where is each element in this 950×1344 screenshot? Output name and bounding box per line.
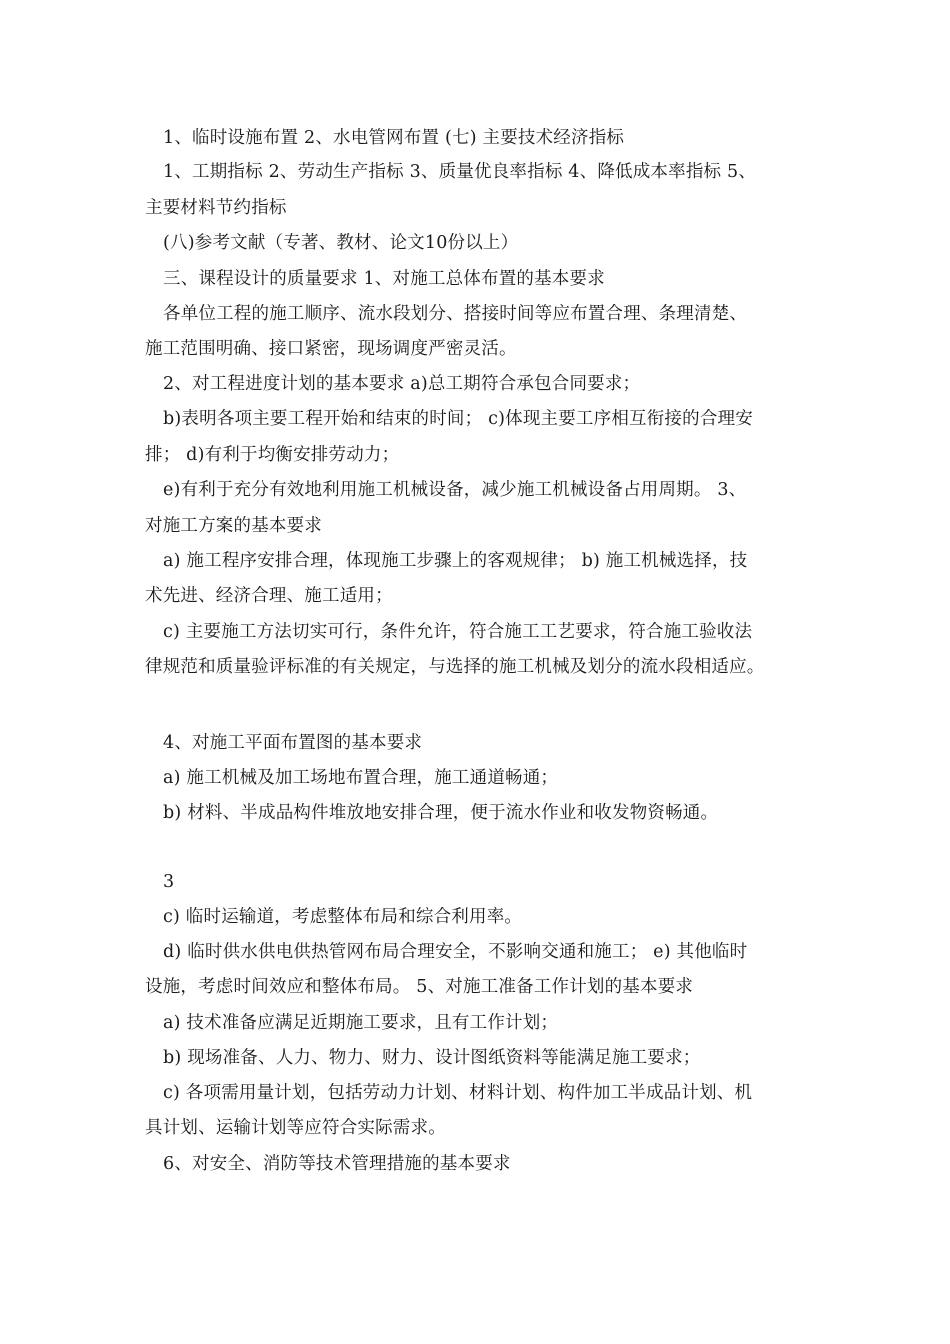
page-number: 3	[163, 872, 175, 892]
text-line: 各单位工程的施工顺序、流水段划分、搭接时间等应布置合理、条理清楚、	[163, 304, 748, 324]
text-line: d) 临时供水供电供热管网布局合理安全，不影响交通和施工； e) 其他临时	[163, 942, 748, 962]
text-line: 术先进、经济合理、施工适用；	[145, 586, 393, 606]
text-line: 4、对施工平面布置图的基本要求	[163, 733, 423, 753]
text-line: b)表明各项主要工程开始和结束的时间； c)体现主要工序相互衔接的合理安	[163, 409, 753, 429]
text-line: 6、对安全、消防等技术管理措施的基本要求	[163, 1154, 511, 1174]
text-line: b) 现场准备、人力、物力、财力、设计图纸资料等能满足施工要求；	[163, 1048, 701, 1068]
text-line: b) 材料、半成品构件堆放地安排合理，便于流水作业和收发物资畅通。	[163, 803, 719, 823]
text-line: (八)参考文献（专著、教材、论文10份以上）	[163, 233, 519, 253]
text-line: c) 各项需用量计划，包括劳动力计划、材料计划、构件加工半成品计划、机	[163, 1083, 753, 1103]
text-line: 具计划、运输计划等应符合实际需求。	[145, 1118, 446, 1138]
text-line: a) 施工程序安排合理，体现施工步骤上的客观规律； b) 施工机械选择，技	[163, 551, 748, 571]
text-line: a) 施工机械及加工场地布置合理，施工通道畅通；	[163, 768, 559, 788]
section-heading: 三、课程设计的质量要求 1、对施工总体布置的基本要求	[163, 269, 605, 289]
text-line: 2、对工程进度计划的基本要求 a)总工期符合承包合同要求；	[163, 374, 641, 394]
text-line: 施工范围明确、接口紧密，现场调度严密灵活。	[145, 339, 517, 359]
text-line: 主要材料节约指标	[145, 198, 287, 218]
text-line: 设施，考虑时间效应和整体布局。 5、对施工准备工作计划的基本要求	[145, 977, 694, 997]
text-line: 对施工方案的基本要求	[145, 516, 322, 536]
text-line: e)有利于充分有效地利用施工机械设备，减少施工机械设备占用周期。 3、	[163, 480, 747, 500]
text-line: c) 临时运输道，考虑整体布局和综合利用率。	[163, 907, 523, 927]
text-line: c) 主要施工方法切实可行，条件允许，符合施工工艺要求，符合施工验收法	[163, 622, 753, 642]
text-line: 排； d)有利于均衡安排劳动力；	[145, 445, 400, 465]
text-line: 律规范和质量验评标准的有关规定，与选择的施工机械及划分的流水段相适应。	[145, 657, 765, 677]
text-line: 1、临时设施布置 2、水电管网布置 (七) 主要技术经济指标	[163, 128, 625, 148]
text-line: 1、工期指标 2、劳动生产指标 3、质量优良率指标 4、降低成本率指标 5、	[163, 162, 757, 182]
text-line: a) 技术准备应满足近期施工要求，且有工作计划；	[163, 1013, 559, 1033]
